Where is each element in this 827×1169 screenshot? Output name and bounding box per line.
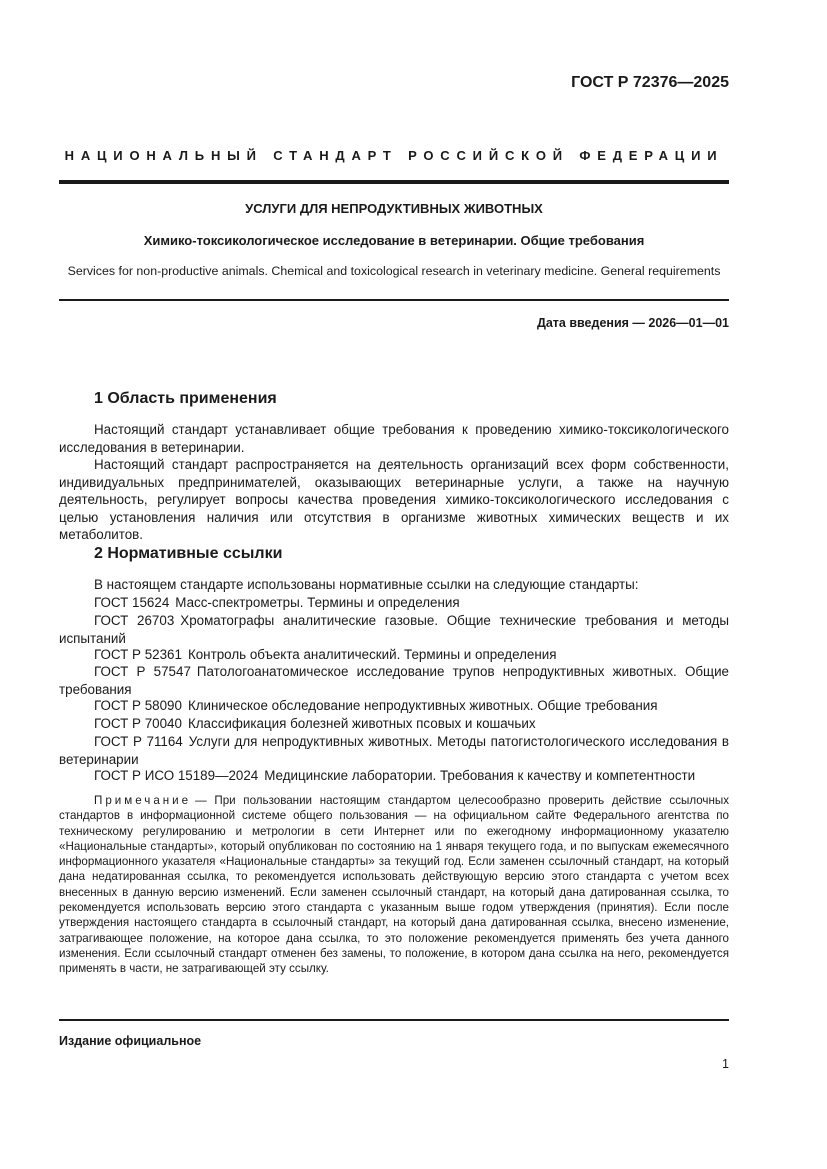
reference-title: Услуги для непродуктивных животных. Методы патогистологического исследования в ветеринарии <box>59 734 729 767</box>
reference-code: ГОСТ 15624 <box>94 595 170 610</box>
reference-code: ГОСТ Р ИСО 15189—2024 <box>94 768 259 783</box>
reference-title: Классификация болезней животных псовых и кошачьих <box>187 716 536 731</box>
reference-title: Хроматографы аналитические газовые. Общие технические требования и методы испытаний <box>59 613 729 646</box>
reference-code: ГОСТ Р 52361 <box>94 647 182 662</box>
reference-item <box>59 663 729 698</box>
references-note <box>59 793 729 977</box>
reference-item <box>59 733 729 768</box>
footer-divider <box>59 1019 729 1021</box>
section-2-heading: 2 Нормативные ссылки <box>94 545 283 562</box>
section-1-paragraph: Настоящий стандарт распространяется на деятельность организаций всех форм собственности, индивидуальных предпринимателей, оказывающих ветеринарные услуги, а также на научную деятельность, регулирует вопросы качества проведения химико-токсикологического исследования с целью установления наличия или отсутствия в организме животных химических веществ и их метаболитов. <box>59 457 729 542</box>
gost-number: ГОСТ Р 72376—2025 <box>571 74 729 91</box>
english-title: Services for non-productive animals. Chemical and toxicological research in veterinary medicine. General requirements <box>67 264 721 278</box>
reference-title: Контроль объекта аналитический. Термины и определения <box>187 647 557 662</box>
national-standard-title: НАЦИОНАЛЬНЫЙ СТАНДАРТ РОССИЙСКОЙ ФЕДЕРАЦИИ <box>64 148 724 163</box>
document-title: УСЛУГИ ДЛЯ НЕПРОДУКТИВНЫХ ЖИВОТНЫХ <box>245 201 543 216</box>
reference-item <box>59 646 729 664</box>
reference-code: ГОСТ 26703 <box>94 613 175 628</box>
note-label: Примечание <box>94 794 192 807</box>
section-1-heading: 1 Область применения <box>94 390 277 407</box>
reference-item <box>59 594 729 612</box>
reference-title: Медицинские лаборатории. Требования к качеству и компетентности <box>264 768 696 783</box>
reference-item <box>59 697 729 715</box>
note-text: — При пользовании настоящим стандартом целесообразно проверить действие ссылочных стандартов в информационной системе общего пользования — на официальном сайте Федерального агентства по техническому регулированию и метрологии в сети Интернет или по ежегодному информационному указателю «Национальные стандарты», который опубликован по состоянию на 1 января текущего года, и по выпускам ежемесячного информационного указателя «Национальные стандарты» за текущий год. Если заменен ссылочный стандарт, на который дана недатированная ссылка, то рекомендуется использовать действующую версию этого стандарта с учетом всех внесенных в данную версию изменений. Если заменен ссылочный стандарт, на который дана датированная ссылка, то рекомендуется использовать версию этого стандарта с указанным выше годом утверждения (принятия). Если после утверждения настоящего стандарта в ссылочный стандарт, на который дана датированная ссылка, внесено изменение, затрагивающее положение, на которое дана ссылка, то это положение рекомендуется применять без учета данного изменения. Если ссылочный стандарт отменен без замены, то положение, в котором дана ссылка на него, рекомендуется применять в части, не затрагивающей эту ссылку. <box>59 794 729 976</box>
title-divider <box>59 299 729 301</box>
header-divider <box>59 180 729 184</box>
reference-item <box>59 612 729 647</box>
reference-code: ГОСТ Р 71164 <box>94 734 183 749</box>
reference-item <box>59 767 729 785</box>
page-number: 1 <box>722 1057 729 1071</box>
reference-title: Клиническое обследование непродуктивных животных. Общие требования <box>187 698 658 713</box>
references-intro: В настоящем стандарте использованы нормативные ссылки на следующие стандарты: <box>94 577 639 592</box>
reference-code: ГОСТ Р 58090 <box>94 698 182 713</box>
official-edition-label: Издание официальное <box>59 1034 202 1048</box>
reference-code: ГОСТ Р 70040 <box>94 716 182 731</box>
reference-title: Масс-спектрометры. Термины и определения <box>175 595 460 610</box>
reference-item <box>59 715 729 733</box>
reference-code: ГОСТ Р 57547 <box>94 664 191 679</box>
section-1-paragraph: Настоящий стандарт устанавливает общие требования к проведению химико-токсикологического исследования в ветеринарии. <box>59 422 729 455</box>
introduction-date: Дата введения — 2026—01—01 <box>536 316 729 330</box>
document-subtitle: Химико-токсикологическое исследование в ветеринарии. Общие требования <box>143 233 645 248</box>
reference-title: Патологоанатомическое исследование трупов непродуктивных животных. Общие требования <box>59 664 729 697</box>
